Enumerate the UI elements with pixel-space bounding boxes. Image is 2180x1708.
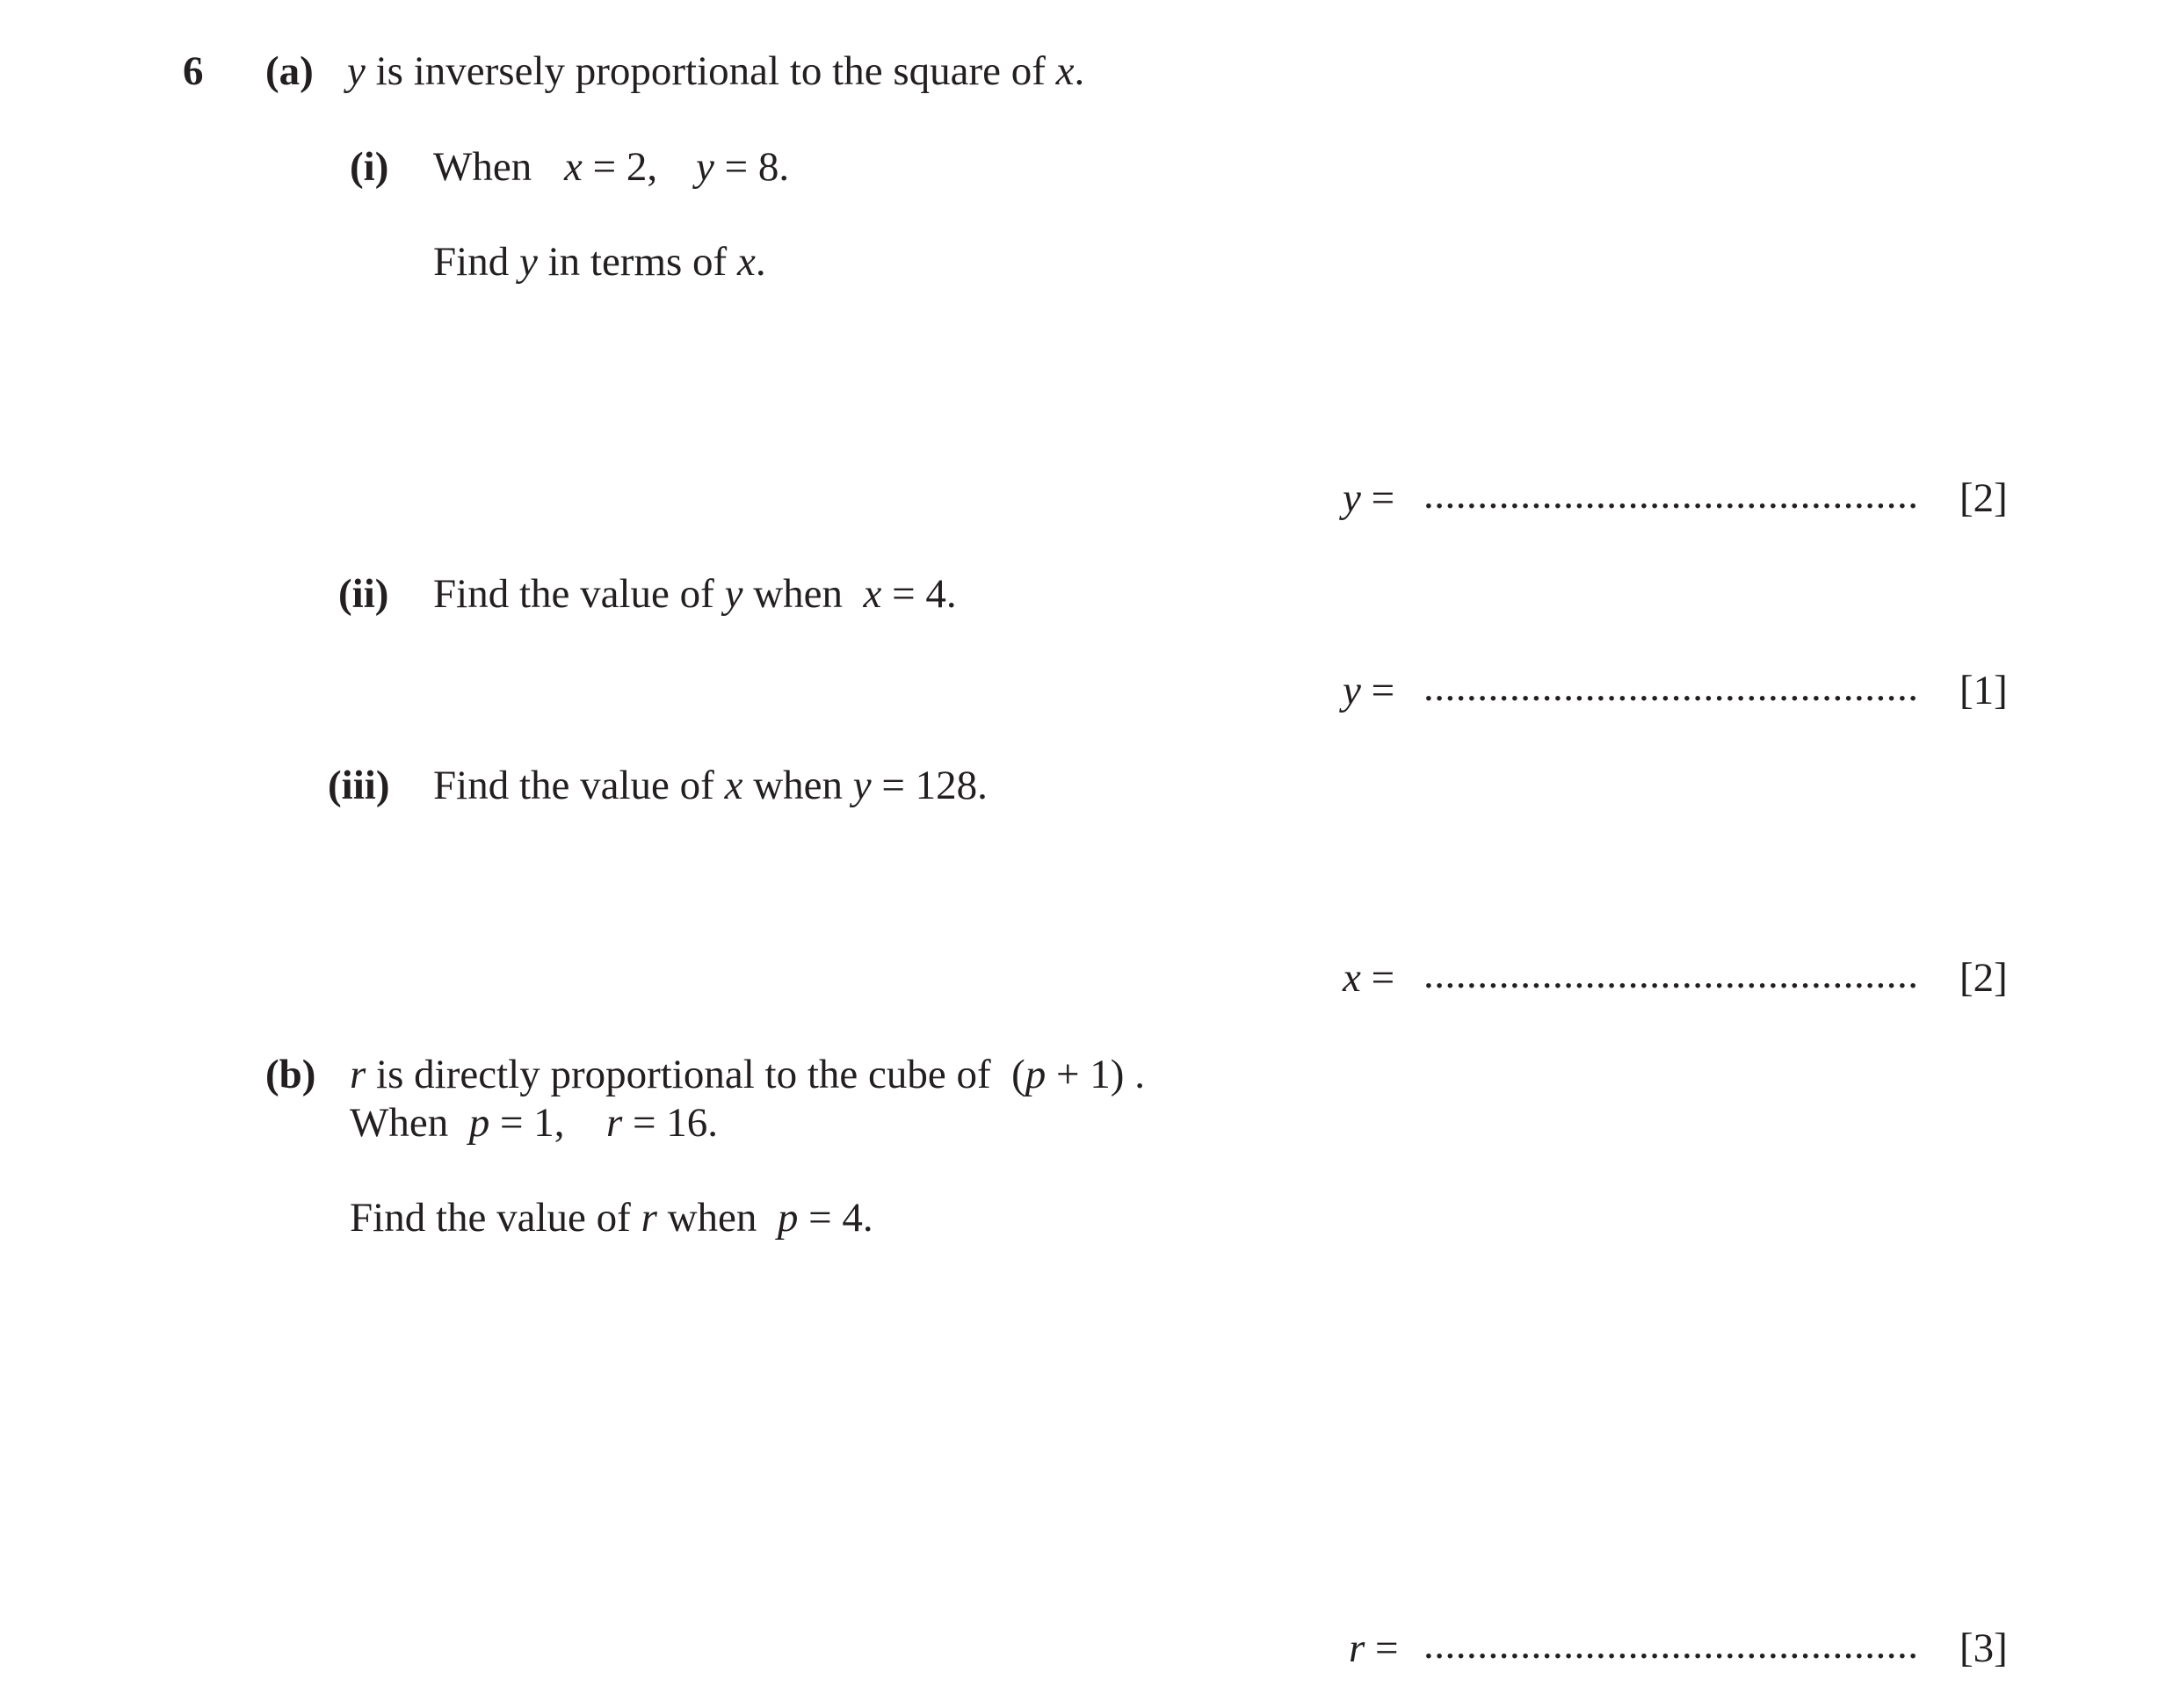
subpart-ii-instruction: Find the value of y when x = 4. — [433, 571, 957, 617]
part-b-instruction: Find the value of r when p = 4. — [350, 1195, 873, 1241]
part-b-stem: r is directly proportional to the cube of (p + 1) . — [350, 1052, 1145, 1097]
mark-iii: [2] — [1959, 955, 2008, 1001]
part-b-label: (b) — [265, 1052, 316, 1097]
answer-iii-label: x = — [1343, 955, 1395, 1001]
mark-b: [3] — [1959, 1625, 2008, 1671]
part-b-condition: When p = 1, — [350, 1100, 565, 1146]
subpart-iii-instruction: Find the value of x when y = 128. — [433, 763, 988, 808]
answer-b-label: r = — [1349, 1625, 1399, 1671]
answer-ii-line[interactable]: .............................................. — [1423, 664, 1919, 710]
answer-iii-line[interactable]: .............................................. — [1423, 952, 1919, 997]
mark-i: [2] — [1959, 475, 2008, 521]
answer-i-line[interactable]: .............................................. — [1423, 472, 1919, 517]
subpart-i-condition-x: x = 2, — [564, 144, 658, 190]
part-a-stem: y is inversely proportional to the square of x. — [347, 48, 1085, 94]
answer-b-line[interactable]: .............................................. — [1423, 1622, 1919, 1668]
subpart-i-when: When — [433, 144, 532, 190]
subpart-i-instruction: Find y in terms of x. — [433, 239, 766, 285]
mark-ii: [1] — [1959, 668, 2008, 713]
subpart-i-condition-y: y = 8. — [696, 144, 790, 190]
subpart-ii-label: (ii) — [338, 571, 389, 617]
answer-ii-label: y = — [1343, 668, 1395, 713]
part-b-condition-r: r = 16. — [606, 1100, 719, 1146]
question-number: 6 — [183, 48, 204, 94]
answer-i-label: y = — [1343, 475, 1395, 521]
subpart-i-label: (i) — [350, 144, 389, 190]
subpart-iii-label: (iii) — [328, 763, 390, 808]
part-a-label: (a) — [265, 48, 314, 94]
